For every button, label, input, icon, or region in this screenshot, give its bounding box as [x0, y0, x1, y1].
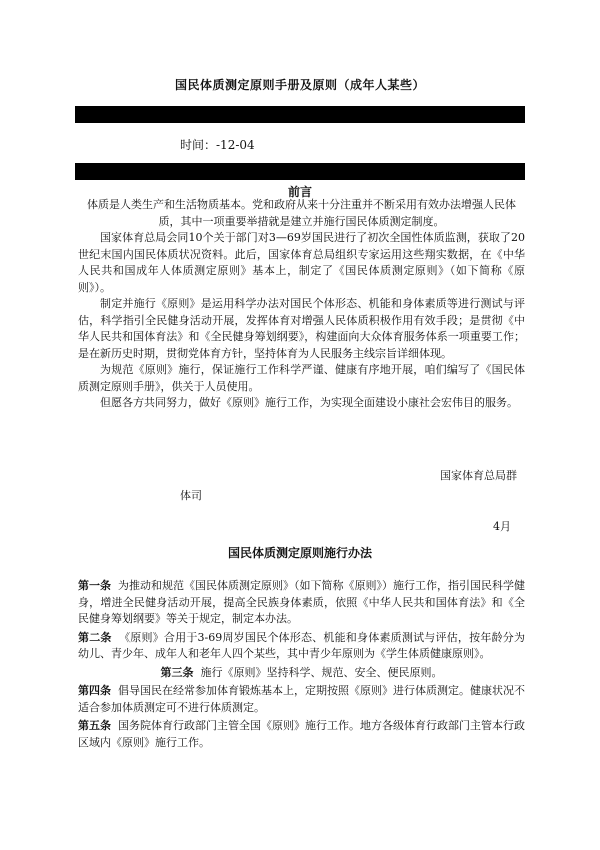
time-line: 时间：-12-04 — [180, 138, 255, 152]
signature-date: 4月 — [493, 520, 511, 533]
article — [78, 578, 525, 628]
article — [78, 718, 525, 751]
preface-paragraph: 国家体育总局会同10个关于部门对3—69岁国民进行了初次全国性体质监测，获取了20世纪末国内国民体质状况资料。此后，国家体育总局组织专家运用这些翔实数据，在《中华人民共和国成年人体质测定原则》基本上，制定了《国民体质测定原则》（如下简称《原则》）。 — [78, 231, 525, 294]
article-text: 倡导国民在经常参加体育锻炼基本上，定期按照《原则》进行体质测定。健康状况不适合参加体质测定可不进行体质测定。 — [78, 684, 525, 714]
article-label: 第三条 — [160, 665, 194, 679]
article-label: 第一条 — [78, 579, 111, 592]
preface-body — [78, 197, 525, 412]
preface-heading: 前言 — [287, 185, 312, 199]
article-label: 第五条 — [78, 719, 111, 732]
article — [78, 630, 525, 663]
article-text: 为推动和规范《国民体质测定原则》（如下简称《原则》）施行工作，指引国民科学健身，增进全民健身活动开展，提高全民族身体素质，依照《中华人民共和国体育法》和《全民健身筹划纲要》等关于规定，制定本办法。 — [78, 579, 525, 625]
redaction-bar — [75, 163, 525, 180]
preface-paragraph: 为规范《原则》施行，保证施行工作科学严谨、健康有序地开展，咱们编写了《国民体质测定原则手册》，供关于人员使用。 — [78, 363, 525, 393]
article — [78, 665, 525, 682]
article-label: 第二条 — [78, 630, 112, 644]
preface-paragraph: 但愿各方共同努力，做好《原则》施行工作，为实现全面建设小康社会宏伟目的服务。 — [100, 396, 518, 409]
article-text: 《原则》合用于3-69周岁国民个体形态、机能和身体素质测试与评估，按年龄分为幼儿、青少年、成年人和老年人四个某些，其中青少年原则为《学生体质健康原则》。 — [78, 630, 525, 660]
redaction-bar — [75, 106, 525, 123]
signature-org-tail: 体司 — [180, 489, 202, 502]
article — [78, 683, 525, 716]
document-title: 国民体质测定原则手册及原则（成年人某些） — [174, 78, 425, 92]
article-label: 第四条 — [78, 684, 111, 697]
signature-org: 国家体育总局群 — [440, 469, 517, 482]
article-text: 国务院体育行政部门主管全国《原则》施行工作。地方各级体育行政部门主管本行政区域内《原则》施行工作。 — [78, 719, 525, 749]
article-text: 施行《原则》坚持科学、规范、安全、便民原则。 — [200, 665, 443, 679]
rules-body — [78, 578, 525, 753]
preface-paragraph: 体质是人类生产和生活物质基本。党和政府从来十分注重并不断采用有效办法增强人民体质，其中一项重要举措就是建立并施行国民体质测定制度。 — [87, 198, 516, 228]
preface-paragraph: 制定并施行《原则》是运用科学办法对国民个体形态、机能和身体素质等进行测试与评估，科学指引全民健身活动开展，发挥体育对增强人民体质积极作用有效手段；是贯彻《中华人民共和国体育法》和《全民健身筹划纲要》，构建面向大众体育服务体系一项重要工作；是在新历史时期，贯彻党体育方针，坚持体育为人民服务主线宗旨详细体现。 — [78, 297, 525, 360]
rules-heading: 国民体质测定原则施行办法 — [227, 546, 372, 560]
